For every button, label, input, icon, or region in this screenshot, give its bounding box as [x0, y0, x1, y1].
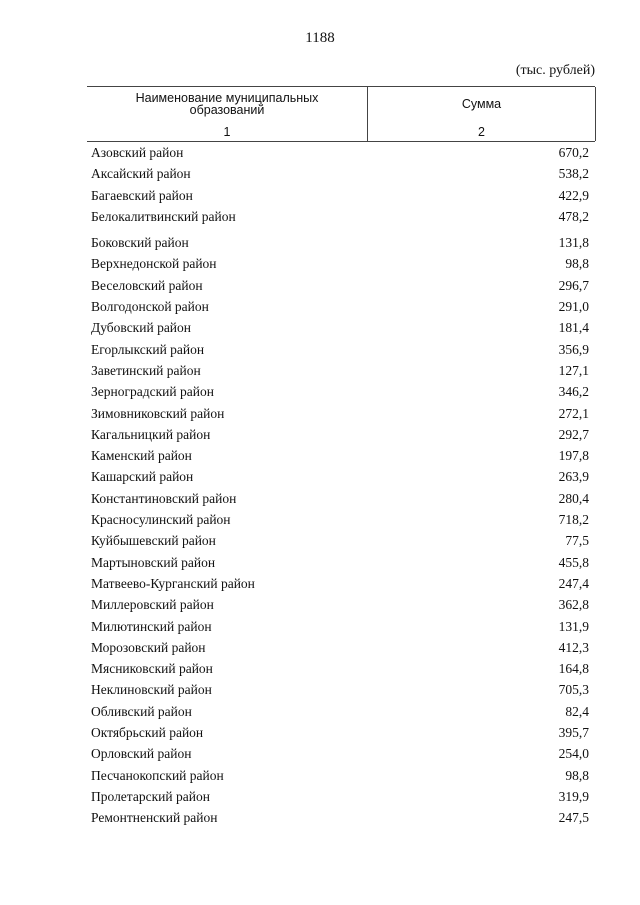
- row-value: 197,8: [558, 448, 589, 464]
- row-value: 705,3: [558, 682, 589, 698]
- table-row: [91, 509, 589, 530]
- table-header: [87, 86, 595, 142]
- table-row: [91, 722, 589, 743]
- row-value: 362,8: [558, 597, 589, 613]
- table-row: [91, 530, 589, 551]
- row-value: 280,4: [558, 490, 589, 506]
- row-value: 319,9: [558, 788, 589, 804]
- row-name: Неклиновский район: [91, 682, 212, 698]
- table-row: [91, 163, 589, 184]
- row-value: 164,8: [558, 661, 589, 677]
- table-row: [91, 658, 589, 679]
- row-name: Октябрьский район: [91, 725, 204, 741]
- row-value: 670,2: [558, 145, 589, 160]
- row-value: 247,5: [558, 810, 589, 826]
- row-name: Красносулинский район: [91, 512, 231, 528]
- header-column-sum-title: Сумма: [461, 97, 502, 111]
- row-name: Ремонтненский район: [91, 810, 218, 826]
- row-value: 296,7: [558, 277, 589, 293]
- row-name: Орловский район: [91, 746, 192, 762]
- table-row: [91, 206, 589, 227]
- table-row: [91, 573, 589, 594]
- table-row: [91, 232, 589, 253]
- row-name: Зимовниковский район: [91, 405, 225, 421]
- row-value: 131,8: [558, 235, 589, 251]
- table-row: [91, 339, 589, 360]
- row-name: Аксайский район: [91, 166, 191, 182]
- table-row: [91, 445, 589, 466]
- table-row: [91, 466, 589, 487]
- table-row: [91, 807, 589, 828]
- table-row: [91, 743, 589, 764]
- row-name: Кашарский район: [91, 469, 194, 485]
- row-name: Мясниковский район: [91, 661, 213, 677]
- row-value: 395,7: [558, 725, 589, 741]
- row-value: 247,4: [558, 575, 589, 591]
- row-value: 346,2: [558, 384, 589, 400]
- page-number: 1188: [305, 30, 335, 46]
- table-row: [91, 488, 589, 509]
- row-name: Веселовский район: [91, 277, 203, 293]
- row-value: 292,7: [558, 426, 589, 442]
- table-row: [91, 679, 589, 700]
- row-value: 412,3: [558, 639, 589, 655]
- row-name: Волгодонской район: [91, 299, 209, 315]
- row-name: Кагальницкий район: [91, 426, 211, 442]
- header-column-name-title: Наименование муниципальных образований: [135, 91, 319, 117]
- row-name: Белокалитвинский район: [91, 208, 236, 224]
- row-name: Матвеево-Курганский район: [91, 575, 255, 591]
- row-value: 538,2: [558, 166, 589, 182]
- row-value: 291,0: [558, 299, 589, 315]
- table-row: [91, 786, 589, 807]
- header-column-name-number: 1: [223, 125, 231, 139]
- table-row: [91, 317, 589, 338]
- table-row: [91, 296, 589, 317]
- row-value: 356,9: [558, 341, 589, 357]
- row-name: Константиновский район: [91, 490, 237, 506]
- row-value: 478,2: [558, 208, 589, 224]
- units-label: (тыс. рублей): [515, 63, 595, 78]
- table-row: [91, 275, 589, 296]
- row-name: Миллеровский район: [91, 597, 214, 613]
- table-row: [91, 637, 589, 658]
- row-name: Мартыновский район: [91, 554, 216, 570]
- row-name: Боковский район: [91, 235, 189, 251]
- table-row: [91, 403, 589, 424]
- row-name: Заветинский район: [91, 362, 201, 378]
- table-row: [91, 552, 589, 573]
- row-name: Милютинский район: [91, 618, 212, 634]
- table-row: [91, 424, 589, 445]
- row-value: 77,5: [565, 533, 589, 549]
- row-name: Песчанокопский район: [91, 767, 224, 783]
- row-name: Обливский район: [91, 703, 192, 719]
- table-row: [91, 381, 589, 402]
- row-value: 131,9: [558, 618, 589, 634]
- row-name: Зерноградский район: [91, 384, 214, 400]
- row-value: 127,1: [558, 362, 589, 378]
- table-row: [91, 701, 589, 722]
- row-name: Куйбышевский район: [91, 533, 216, 549]
- row-name: Верхнедонской район: [91, 256, 217, 272]
- table-row: [91, 765, 589, 786]
- table-body: [91, 142, 589, 829]
- row-value: 263,9: [558, 469, 589, 485]
- table-row: [91, 142, 589, 163]
- row-name: Дубовский район: [91, 320, 192, 336]
- row-name: Морозовский район: [91, 639, 206, 655]
- header-column-sum-number: 2: [478, 125, 485, 139]
- header-column-sum: [367, 87, 596, 141]
- table-row: [91, 360, 589, 381]
- row-value: 718,2: [558, 512, 589, 528]
- row-value: 98,8: [565, 767, 589, 783]
- table-row: [91, 185, 589, 206]
- row-name: Пролетарский район: [91, 788, 210, 804]
- header-column-name: [87, 87, 367, 141]
- row-name: Егорлыкский район: [91, 341, 205, 357]
- table-row: [91, 616, 589, 637]
- row-value: 254,0: [558, 746, 589, 762]
- row-value: 422,9: [558, 187, 589, 203]
- row-value: 272,1: [558, 405, 589, 421]
- table-row: [91, 253, 589, 274]
- table-row: [91, 594, 589, 615]
- row-name: Каменский район: [91, 448, 192, 464]
- row-value: 82,4: [565, 703, 589, 719]
- row-value: 181,4: [558, 320, 589, 336]
- row-name: Багаевский район: [91, 187, 193, 203]
- row-value: 455,8: [558, 554, 589, 570]
- row-value: 98,8: [565, 256, 589, 272]
- row-name: Азовский район: [91, 145, 184, 160]
